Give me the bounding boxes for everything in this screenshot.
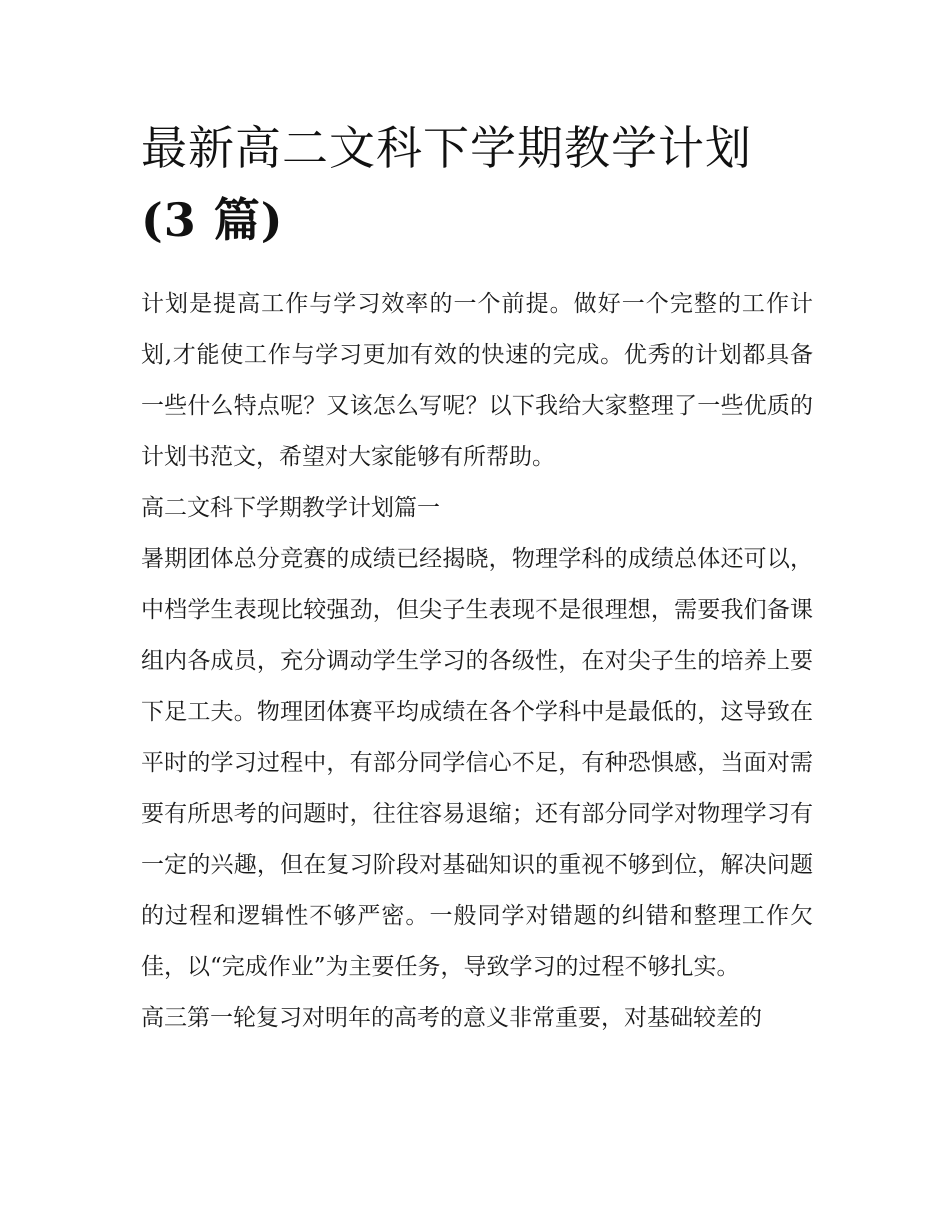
title-line-1: 最新高二文科下学期教学计划 — [141, 121, 752, 175]
section-heading: 高二文科下学期教学计划篇一 — [141, 495, 440, 521]
title-line-2: (3 篇) — [141, 193, 284, 247]
body-paragraph-1: 暑期团体总分竞赛的成绩已经揭晓，物理学科的成绩总体还可以，中档学生表现比较强劲，但尖子生表现不是很理想，需要我们备课组内各成员，充分调动学生学习的各级性，在对尖子生的培养上要下足工夫。物理团体赛平均成绩在各个学科中是最低的，这导致在平时的学习过程中，有部分同学信心不足，有种恐惧感，当面对需要有所思考的问题时，往往容易退缩；还有部分同学对物理学习有一定的兴趣，但在复习阶段对基础知识的重视不够到位，解决问题的过程和逻辑性不够严密。一般同学对错题的纠错和整理工作欠佳，以“完成作业”为主要任务，导致学习的过程不够扎实。 — [141, 546, 813, 980]
body-paragraph-2: 高三第一轮复习对明年的高考的意义非常重要，对基础较差的 — [141, 1005, 762, 1031]
document-title — [141, 112, 821, 256]
intro-paragraph: 计划是提高工作与学习效率的一个前提。做好一个完整的工作计划,才能使工作与学习更加有效的快速的完成。优秀的计划都具备一些什么特点呢？又该怎么写呢？以下我给大家整理了一些优质的计划书范文，希望对大家能够有所帮助。 — [141, 291, 813, 470]
document-body — [141, 279, 813, 1044]
